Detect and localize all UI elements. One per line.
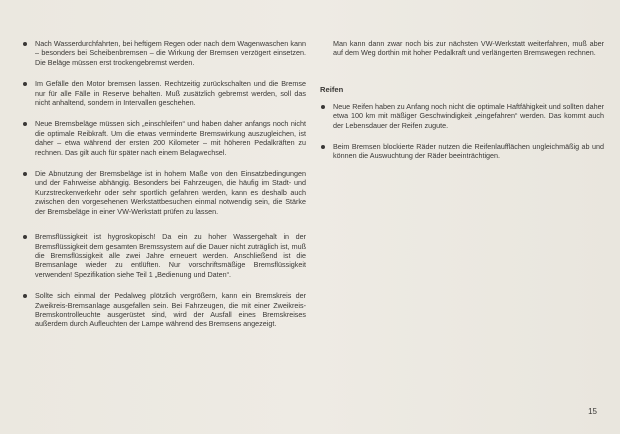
- bullet-dot: [23, 122, 27, 126]
- bullet-dot: [321, 105, 325, 109]
- bullet-water-braking: [22, 39, 306, 67]
- section-heading: Reifen: [320, 84, 344, 94]
- bullet-brake-fluid: [22, 232, 306, 279]
- bullet-dot: [23, 294, 27, 298]
- bullet-dot: [23, 172, 27, 176]
- bullet-text: Beim Bremsen blockierte Räder nutzen die Reifenlaufflächen ungleichmäßig ab und können die Auswuchtung der Räder beeinträchtigen.: [333, 142, 604, 161]
- bullet-text: Die Abnutzung der Bremsbeläge ist in hohem Maße von den Einsatzbedingungen und der Fahrweise abhängig. Besonders bei Fahrzeugen, die häufig im Stadt- und Kurzstreckenverkehr oder sehr sportlich gefahren werden, kann es deshalb auch zwischen den vorgesehenen Werkstattbesuchen einmal notwendig sein, die Stärke der Bremsbeläge in einer VW-Werkstatt prüfen zu lassen.: [35, 169, 306, 216]
- bullet-pad-wear: [22, 169, 306, 216]
- bullet-text: Neue Bremsbeläge müssen sich „einschleifen“ und haben daher anfangs noch nicht die optimale Reibkraft. Um die etwas verminderte Bremswirkung auszugleichen, ist daher – etwa während der ersten 200 Kilometer – mit höheren Pedalkräften zu rechnen. Das gilt auch für später nach einem Belagwechsel.: [35, 119, 306, 157]
- bullet-dot: [23, 82, 27, 86]
- page-number: 15: [588, 407, 597, 416]
- bullet-dot: [23, 235, 27, 239]
- bullet-engine-braking: [22, 79, 306, 107]
- bullet-text: Neue Reifen haben zu Anfang noch nicht die optimale Haftfähigkeit und sollten daher etwa 100 km mit mäßiger Geschwindigkeit „eingefahren“ werden. Das kommt auch der Lebensdauer der Reifen zugute.: [333, 101, 604, 130]
- bullet-text: Sollte sich einmal der Pedalweg plötzlich vergrößern, kann ein Bremskreis der Zweikreis-Bremsanlage ausgefallen sein. Bei Fahrzeugen, die mit einer Zweikreis-Bremskontrolleuchte ausgerüstet sind, wird der Ausfall eines Bremskreises außerdem durch Aufleuchten der Lampe während des Bremsens angezeigt.: [35, 291, 306, 329]
- bullet-dot: [23, 42, 27, 46]
- bullet-dot: [321, 145, 325, 149]
- bullet-text: Im Gefälle den Motor bremsen lassen. Rechtzeitig zurückschalten und die Bremse nur für alle Fälle in Reserve behalten. Muß zusätzlich gebremst werden, soll das nicht anhaltend, sondern in Intervallen geschehen.: [35, 79, 306, 108]
- bullet-text: Bremsflüssigkeit ist hygroskopisch! Da ein zu hoher Wassergehalt in der Bremsflüssigkeit dem gesamten Bremssystem auf die Dauer nicht zuträglich ist, muß die Bremsflüssigkeit alle zwei Jahre erneuert werden. Anschließend ist die Bremsanlage wieder zu entlüften. Nur vorschriftsmäßige Bremsflüssigkeit verwenden! Spezifikation siehe Teil 1 „Bedienung und Daten“.: [35, 232, 306, 279]
- bullet-new-brake-pads: [22, 119, 306, 157]
- left-column: [22, 39, 306, 329]
- bullet-new-tyres: [320, 102, 604, 130]
- bullet-text: Nach Wasserdurchfahrten, bei heftigem Regen oder nach dem Wagenwaschen kann – besonders bei Scheibenbremsen – die Wirkung der Bremsen verzögert einsetzen. Die Beläge müssen erst trockengebremst werden.: [35, 39, 306, 67]
- bullet-pedal-travel: [22, 291, 306, 329]
- right-column: [320, 39, 604, 161]
- intro-paragraph: Man kann dann zwar noch bis zur nächsten VW-Werkstatt weiterfahren, muß aber auf dem Weg dorthin mit hoher Pedalkraft und verlängerten Bremswegen rechnen.: [333, 39, 604, 58]
- bullet-locked-wheels: [320, 142, 604, 161]
